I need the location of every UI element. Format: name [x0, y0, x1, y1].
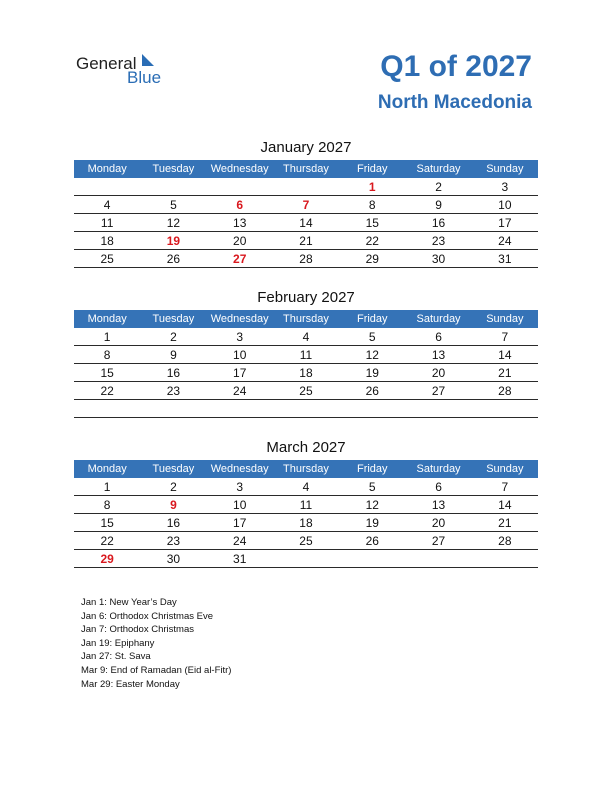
day-cell: 15	[74, 364, 140, 382]
calendar-table	[74, 460, 538, 568]
day-cell: 31	[472, 250, 538, 268]
holiday-day-cell: 1	[339, 178, 405, 196]
logo-word-general: General	[76, 54, 137, 73]
holiday-item: Jan 27: St. Sava	[81, 651, 151, 663]
day-cell: 17	[207, 364, 273, 382]
day-cell: 30	[405, 250, 471, 268]
weekday-header: Monday	[74, 310, 140, 328]
weekday-header: Monday	[74, 160, 140, 178]
brand-logo	[76, 52, 176, 88]
logo-triangle-icon	[142, 54, 154, 66]
week-row	[74, 514, 538, 532]
day-cell: 13	[405, 346, 471, 364]
day-cell: 28	[472, 382, 538, 400]
day-cell: 8	[74, 496, 140, 514]
day-cell: 11	[273, 496, 339, 514]
week-row	[74, 400, 538, 418]
day-cell: 7	[472, 478, 538, 496]
weekday-header: Monday	[74, 460, 140, 478]
day-cell: 21	[472, 364, 538, 382]
day-cell: 4	[273, 478, 339, 496]
holiday-day-cell: 7	[273, 196, 339, 214]
day-cell: 13	[405, 496, 471, 514]
weekday-header: Thursday	[273, 460, 339, 478]
day-cell: 8	[339, 196, 405, 214]
week-row	[74, 250, 538, 268]
day-cell	[405, 550, 471, 568]
week-row	[74, 328, 538, 346]
week-row	[74, 196, 538, 214]
weekday-header: Friday	[339, 310, 405, 328]
holiday-item: Mar 9: End of Ramadan (Eid al-Fitr)	[81, 664, 232, 676]
day-cell: 19	[339, 364, 405, 382]
weekday-header-row	[74, 460, 538, 478]
weekday-header: Saturday	[405, 310, 471, 328]
week-row	[74, 550, 538, 568]
holiday-day-cell: 9	[140, 496, 206, 514]
day-cell: 20	[405, 514, 471, 532]
day-cell: 26	[140, 250, 206, 268]
day-cell: 3	[207, 478, 273, 496]
day-cell	[74, 400, 140, 418]
day-cell: 16	[405, 214, 471, 232]
holiday-item: Jan 7: Orthodox Christmas	[81, 624, 194, 636]
week-row	[74, 382, 538, 400]
holiday-item: Mar 29: Easter Monday	[81, 678, 180, 690]
day-cell: 12	[339, 496, 405, 514]
day-cell: 4	[273, 328, 339, 346]
day-cell: 2	[140, 478, 206, 496]
weekday-header-row	[74, 160, 538, 178]
day-cell: 2	[140, 328, 206, 346]
week-row	[74, 364, 538, 382]
day-cell: 5	[339, 478, 405, 496]
day-cell	[405, 400, 471, 418]
holiday-item: Jan 1: New Year’s Day	[81, 597, 177, 608]
day-cell: 14	[472, 496, 538, 514]
day-cell	[273, 178, 339, 196]
day-cell: 6	[405, 328, 471, 346]
day-cell: 16	[140, 514, 206, 532]
weekday-header: Wednesday	[207, 160, 273, 178]
day-cell: 31	[207, 550, 273, 568]
day-cell: 25	[273, 382, 339, 400]
day-cell: 14	[273, 214, 339, 232]
holiday-list	[81, 596, 231, 691]
month-title: March 2027	[266, 439, 346, 456]
day-cell: 19	[339, 514, 405, 532]
day-cell: 26	[339, 532, 405, 550]
day-cell: 26	[339, 382, 405, 400]
day-cell: 17	[472, 214, 538, 232]
day-cell: 28	[472, 532, 538, 550]
day-cell	[207, 178, 273, 196]
month-title: January 2027	[260, 139, 352, 156]
weekday-header: Wednesday	[207, 460, 273, 478]
weekday-header: Thursday	[273, 160, 339, 178]
day-cell: 15	[74, 514, 140, 532]
day-cell	[140, 400, 206, 418]
day-cell: 2	[405, 178, 471, 196]
day-cell: 15	[339, 214, 405, 232]
day-cell: 22	[74, 532, 140, 550]
day-cell: 24	[207, 532, 273, 550]
month-march	[74, 437, 538, 568]
holiday-day-cell: 29	[74, 550, 140, 568]
week-row	[74, 232, 538, 250]
weekday-header-row	[74, 310, 538, 328]
weekday-header: Tuesday	[140, 160, 206, 178]
weekday-header: Tuesday	[140, 460, 206, 478]
day-cell	[273, 400, 339, 418]
day-cell: 5	[339, 328, 405, 346]
week-row	[74, 496, 538, 514]
day-cell: 22	[74, 382, 140, 400]
day-cell: 21	[472, 514, 538, 532]
day-cell	[472, 550, 538, 568]
day-cell: 30	[140, 550, 206, 568]
day-cell: 25	[273, 532, 339, 550]
day-cell: 7	[472, 328, 538, 346]
day-cell	[339, 400, 405, 418]
day-cell: 10	[207, 346, 273, 364]
day-cell: 14	[472, 346, 538, 364]
week-row	[74, 214, 538, 232]
weekday-header: Sunday	[472, 460, 538, 478]
day-cell: 11	[273, 346, 339, 364]
holiday-day-cell: 6	[207, 196, 273, 214]
day-cell	[472, 400, 538, 418]
weekday-header: Sunday	[472, 160, 538, 178]
day-cell: 24	[472, 232, 538, 250]
holiday-day-cell: 27	[207, 250, 273, 268]
day-cell: 20	[207, 232, 273, 250]
day-cell: 22	[339, 232, 405, 250]
day-cell: 21	[273, 232, 339, 250]
day-cell: 3	[207, 328, 273, 346]
calendar-table	[74, 310, 538, 418]
day-cell: 12	[339, 346, 405, 364]
day-cell: 27	[405, 382, 471, 400]
calendar-table	[74, 160, 538, 268]
page-title: Q1 of 2027	[380, 50, 532, 83]
day-cell: 29	[339, 250, 405, 268]
week-row	[74, 178, 538, 196]
day-cell: 13	[207, 214, 273, 232]
day-cell: 18	[273, 514, 339, 532]
day-cell: 17	[207, 514, 273, 532]
day-cell: 25	[74, 250, 140, 268]
day-cell: 28	[273, 250, 339, 268]
weekday-header: Friday	[339, 460, 405, 478]
day-cell: 9	[140, 346, 206, 364]
week-row	[74, 478, 538, 496]
day-cell: 23	[405, 232, 471, 250]
day-cell: 12	[140, 214, 206, 232]
day-cell	[140, 178, 206, 196]
month-february	[74, 287, 538, 418]
page-subtitle: North Macedonia	[377, 92, 532, 113]
day-cell: 24	[207, 382, 273, 400]
weekday-header: Sunday	[472, 310, 538, 328]
day-cell: 27	[405, 532, 471, 550]
holiday-item: Jan 6: Orthodox Christmas Eve	[81, 610, 213, 622]
weekday-header: Friday	[339, 160, 405, 178]
day-cell: 5	[140, 196, 206, 214]
day-cell	[207, 400, 273, 418]
day-cell: 18	[273, 364, 339, 382]
day-cell: 9	[405, 196, 471, 214]
day-cell: 11	[74, 214, 140, 232]
month-january	[74, 137, 538, 268]
logo-word-blue: Blue	[127, 68, 162, 87]
month-title: February 2027	[257, 289, 355, 306]
weekday-header: Tuesday	[140, 310, 206, 328]
day-cell: 10	[207, 496, 273, 514]
weekday-header: Wednesday	[207, 310, 273, 328]
day-cell: 3	[472, 178, 538, 196]
day-cell	[273, 550, 339, 568]
weekday-header: Saturday	[405, 160, 471, 178]
weekday-header: Thursday	[273, 310, 339, 328]
day-cell: 1	[74, 328, 140, 346]
weekday-header: Saturday	[405, 460, 471, 478]
day-cell: 8	[74, 346, 140, 364]
day-cell: 23	[140, 532, 206, 550]
holiday-item: Jan 19: Epiphany	[81, 637, 155, 649]
holiday-day-cell: 19	[140, 232, 206, 250]
day-cell	[339, 550, 405, 568]
week-row	[74, 346, 538, 364]
week-row	[74, 532, 538, 550]
day-cell: 16	[140, 364, 206, 382]
day-cell: 4	[74, 196, 140, 214]
day-cell: 1	[74, 478, 140, 496]
day-cell: 6	[405, 478, 471, 496]
day-cell: 23	[140, 382, 206, 400]
day-cell	[74, 178, 140, 196]
day-cell: 20	[405, 364, 471, 382]
day-cell: 18	[74, 232, 140, 250]
day-cell: 10	[472, 196, 538, 214]
